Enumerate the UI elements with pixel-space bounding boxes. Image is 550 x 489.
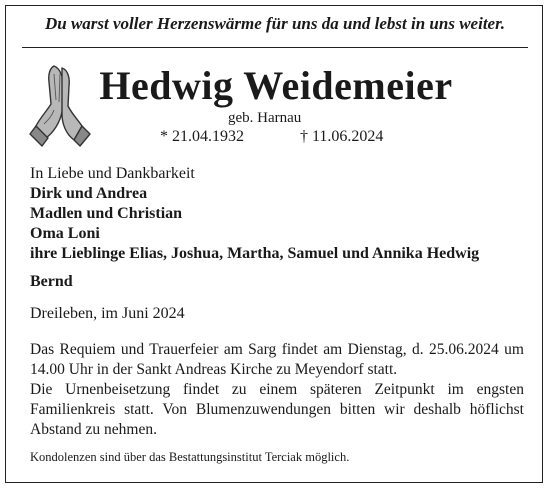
place-date: Dreileben, im Juni 2024: [30, 305, 185, 322]
mourner-name: Dirk und Andrea: [30, 185, 148, 202]
mourners-intro: In Liebe und Dankbarkeit: [30, 165, 195, 182]
death-date: † 11.06.2024: [300, 128, 384, 145]
mourner-name: Madlen und Christian: [30, 205, 183, 222]
birth-date: * 21.04.1932: [160, 128, 244, 145]
mourner-name: ihre Lieblinge Elias, Joshua, Martha, Samuel und Annika Hedwig: [30, 245, 480, 262]
condolence-note: Kondolenzen sind über das Bestattungsinstitut Terciak möglich.: [30, 450, 350, 464]
maiden-name: geb. Harnau: [228, 110, 302, 126]
motto-line: Du warst voller Herzenswärme für uns da und lebst in uns weiter.: [44, 14, 506, 33]
divider: [22, 47, 528, 48]
praying-hands-icon: [24, 60, 94, 148]
service-paragraph: Das Requiem und Trauerfeier am Sarg findet am Dienstag, d. 25.06.2024 um 14.00 Uhr in der Sankt Andreas Kirche zu Meyendorf statt.: [30, 341, 524, 378]
mourner-name: Oma Loni: [30, 225, 100, 242]
mourner-name: Bernd: [30, 273, 73, 290]
burial-paragraph: Die Urnenbeisetzung findet zu einem späteren Zeitpunkt im engsten Familienkreis statt. Von Blumenzuwendungen bitten wir deshalb höflichst Abstand zu nehmen.: [30, 381, 524, 438]
deceased-name: Hedwig Weidemeier: [99, 63, 453, 108]
